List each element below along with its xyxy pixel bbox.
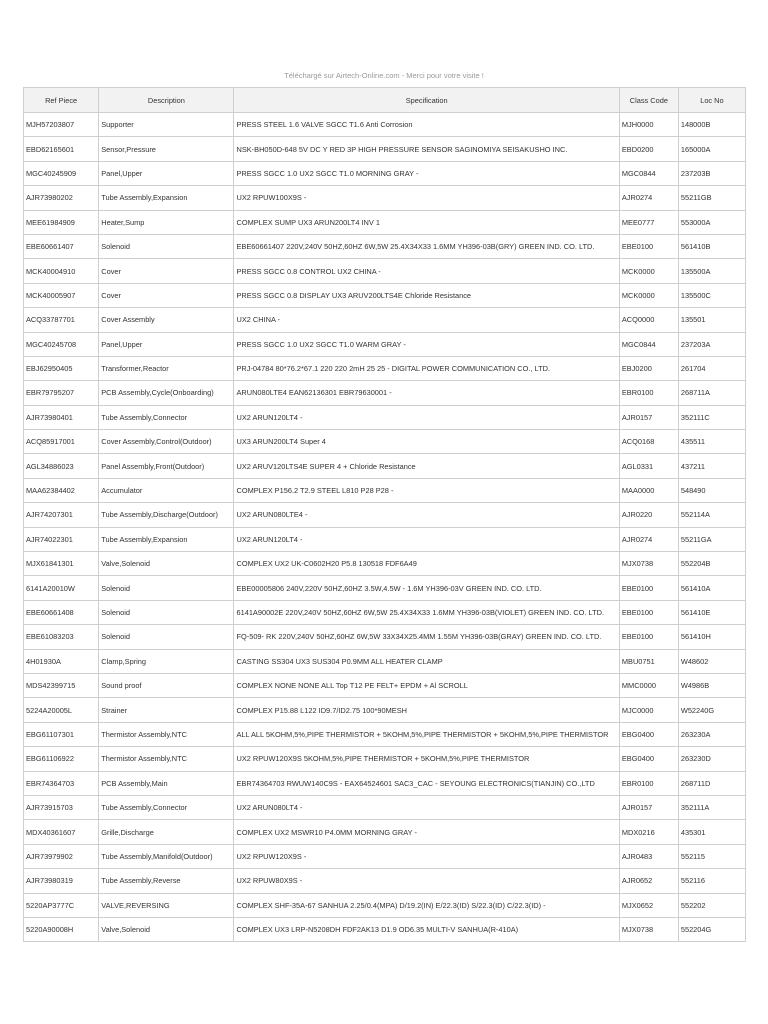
table-row — [24, 820, 746, 844]
table-row — [24, 137, 746, 161]
class-code-cell: EBE0100 — [619, 576, 678, 600]
description-cell: Grille,Discharge — [99, 820, 234, 844]
loc-no-cell: 237203B — [678, 161, 745, 185]
table-row — [24, 234, 746, 258]
loc-no-cell: 352111C — [678, 405, 745, 429]
loc-no-cell: 552116 — [678, 869, 745, 893]
table-row — [24, 454, 746, 478]
specification-cell: PRJ-04784 80*76.2*67.1 220 220 2mH 25 25 - DIGITAL POWER COMMUNICATION CO., LTD. — [234, 356, 619, 380]
description-cell: Solenoid — [99, 234, 234, 258]
description-cell: Tube Assembly,Connector — [99, 405, 234, 429]
specification-cell: FQ-509- RK 220V,240V 50HZ,60HZ 6W,5W 33X34X25.4MM 1.55M YH396-03B(GRAY) GREEN IND. CO. LTD. — [234, 625, 619, 649]
class-code-cell: MCK0000 — [619, 283, 678, 307]
description-cell: Solenoid — [99, 600, 234, 624]
table-row — [24, 259, 746, 283]
table-row — [24, 722, 746, 746]
specification-cell: UX2 ARUN120LT4 - — [234, 527, 619, 551]
class-code-cell: EBG0400 — [619, 747, 678, 771]
specification-cell: ARUN080LTE4 EAN62136301 EBR79630001 - — [234, 381, 619, 405]
ref-piece-cell: MGC40245909 — [24, 161, 99, 185]
loc-no-cell: 437211 — [678, 454, 745, 478]
specification-cell: UX2 ARUV120LTS4E SUPER 4 + Chloride Resistance — [234, 454, 619, 478]
specification-cell: UX2 RPUW100X9S - — [234, 186, 619, 210]
description-cell: Transformer,Reactor — [99, 356, 234, 380]
class-code-cell: MAA0000 — [619, 478, 678, 502]
description-cell: Clamp,Spring — [99, 649, 234, 673]
class-code-cell: MMC0000 — [619, 673, 678, 697]
description-cell: Thermistor Assembly,NTC — [99, 722, 234, 746]
specification-cell: PRESS SGCC 0.8 DISPLAY UX3 ARUV200LTS4E Chloride Resistance — [234, 283, 619, 307]
table-row — [24, 186, 746, 210]
class-code-cell: EBE0100 — [619, 625, 678, 649]
specification-cell: COMPLEX P15.88 L122 ID9.7/ID2.75 100*90MESH — [234, 698, 619, 722]
loc-no-cell: 561410E — [678, 600, 745, 624]
description-cell: Tube Assembly,Reverse — [99, 869, 234, 893]
ref-piece-cell: AJR73915703 — [24, 795, 99, 819]
description-cell: PCB Assembly,Main — [99, 771, 234, 795]
loc-no-cell: 165000A — [678, 137, 745, 161]
table-row — [24, 552, 746, 576]
specification-cell: COMPLEX UX3 LRP-N5208DH FDF2AK13 D1.9 OD6.35 MULTI-V SANHUA(R-410A) — [234, 917, 619, 941]
ref-piece-cell: EBR79795207 — [24, 381, 99, 405]
loc-no-cell: W4986B — [678, 673, 745, 697]
specification-cell: 6141A90002E 220V,240V 50HZ,60HZ 6W,5W 25.4X34X33 1.6MM YH396-03B(VIOLET) GREEN IND. CO. LTD. — [234, 600, 619, 624]
ref-piece-cell: MAA62384402 — [24, 478, 99, 502]
column-header-specification: Specification — [234, 88, 619, 113]
class-code-cell: AJR0274 — [619, 186, 678, 210]
ref-piece-cell: 5220A90008H — [24, 917, 99, 941]
loc-no-cell: 552115 — [678, 844, 745, 868]
class-code-cell: AGL0331 — [619, 454, 678, 478]
ref-piece-cell: 5224A20005L — [24, 698, 99, 722]
table-row — [24, 844, 746, 868]
ref-piece-cell: MGC40245708 — [24, 332, 99, 356]
table-row — [24, 308, 746, 332]
loc-no-cell: 263230D — [678, 747, 745, 771]
description-cell: Strainer — [99, 698, 234, 722]
description-cell: Sensor,Pressure — [99, 137, 234, 161]
description-cell: Panel,Upper — [99, 332, 234, 356]
specification-cell: COMPLEX SUMP UX3 ARUN200LT4 INV 1 — [234, 210, 619, 234]
specification-cell: UX2 RPUW120X9S - — [234, 844, 619, 868]
description-cell: Panel Assembly,Front(Outdoor) — [99, 454, 234, 478]
description-cell: Solenoid — [99, 576, 234, 600]
class-code-cell: AJR0157 — [619, 795, 678, 819]
class-code-cell: MGC0844 — [619, 332, 678, 356]
table-row — [24, 210, 746, 234]
specification-cell: CASTING SS304 UX3 SUS304 P0.9MM ALL HEATER CLAMP — [234, 649, 619, 673]
ref-piece-cell: 4H01930A — [24, 649, 99, 673]
table-header-row — [24, 88, 746, 113]
specification-cell: EBE60661407 220V,240V 50HZ,60HZ 6W,5W 25.4X34X33 1.6MM YH396-03B(GRY) GREEN IND. CO. LTD. — [234, 234, 619, 258]
loc-no-cell: 237203A — [678, 332, 745, 356]
loc-no-cell: 561410H — [678, 625, 745, 649]
ref-piece-cell: EBG61107301 — [24, 722, 99, 746]
table-row — [24, 795, 746, 819]
table-row — [24, 625, 746, 649]
class-code-cell: MEE0777 — [619, 210, 678, 234]
class-code-cell: EBR0100 — [619, 381, 678, 405]
ref-piece-cell: ACQ33787701 — [24, 308, 99, 332]
ref-piece-cell: ACQ85917001 — [24, 430, 99, 454]
table-row — [24, 478, 746, 502]
loc-no-cell: W48602 — [678, 649, 745, 673]
table-row — [24, 600, 746, 624]
specification-cell: EBE00005806 240V,220V 50HZ,60HZ 3.5W,4.5W - 1.6M YH396-03V GREEN IND. CO. LTD. — [234, 576, 619, 600]
table-row — [24, 381, 746, 405]
class-code-cell: EBG0400 — [619, 722, 678, 746]
loc-no-cell: 55211GA — [678, 527, 745, 551]
table-row — [24, 576, 746, 600]
loc-no-cell: 352111A — [678, 795, 745, 819]
loc-no-cell: 135500C — [678, 283, 745, 307]
ref-piece-cell: AJR73979902 — [24, 844, 99, 868]
ref-piece-cell: MJH57203807 — [24, 113, 99, 137]
parts-table-body — [24, 113, 746, 942]
class-code-cell: EBJ0200 — [619, 356, 678, 380]
class-code-cell: EBE0100 — [619, 600, 678, 624]
table-row — [24, 113, 746, 137]
loc-no-cell: 263230A — [678, 722, 745, 746]
table-row — [24, 771, 746, 795]
specification-cell: COMPLEX UX2 MSWR10 P4.0MM MORNING GRAY - — [234, 820, 619, 844]
description-cell: Tube Assembly,Discharge(Outdoor) — [99, 503, 234, 527]
class-code-cell: MJC0000 — [619, 698, 678, 722]
specification-cell: EBR74364703 RWUW140C9S - EAX64524601 SAC3_CAC - SEYOUNG ELECTRONICS(TIANJIN) CO.,LTD — [234, 771, 619, 795]
class-code-cell: EBE0100 — [619, 234, 678, 258]
description-cell: Heater,Sump — [99, 210, 234, 234]
ref-piece-cell: EBR74364703 — [24, 771, 99, 795]
specification-cell: PRESS SGCC 1.0 UX2 SGCC T1.0 WARM GRAY - — [234, 332, 619, 356]
description-cell: Tube Assembly,Manifold(Outdoor) — [99, 844, 234, 868]
loc-no-cell: 268711A — [678, 381, 745, 405]
table-row — [24, 527, 746, 551]
loc-no-cell: 561410A — [678, 576, 745, 600]
table-row — [24, 161, 746, 185]
specification-cell: UX2 RPUW120X9S 5KOHM,5%,PIPE THERMISTOR + 5KOHM,5%,PIPE THERMISTOR — [234, 747, 619, 771]
table-row — [24, 283, 746, 307]
parts-table — [23, 87, 746, 942]
specification-cell: UX3 ARUN200LT4 Super 4 — [234, 430, 619, 454]
class-code-cell: AJR0220 — [619, 503, 678, 527]
description-cell: Cover Assembly — [99, 308, 234, 332]
specification-cell: UX2 RPUW80X9S - — [234, 869, 619, 893]
specification-cell: UX2 ARUN080LT4 - — [234, 795, 619, 819]
class-code-cell: EBD0200 — [619, 137, 678, 161]
class-code-cell: AJR0274 — [619, 527, 678, 551]
table-row — [24, 869, 746, 893]
specification-cell: PRESS STEEL 1.6 VALVE SGCC T1.6 Anti Corrosion — [234, 113, 619, 137]
class-code-cell: MCK0000 — [619, 259, 678, 283]
class-code-cell: MDX0216 — [619, 820, 678, 844]
loc-no-cell: 135501 — [678, 308, 745, 332]
description-cell: Valve,Solenoid — [99, 917, 234, 941]
class-code-cell: AJR0157 — [619, 405, 678, 429]
loc-no-cell: 552204B — [678, 552, 745, 576]
description-cell: Supporter — [99, 113, 234, 137]
class-code-cell: MJH0000 — [619, 113, 678, 137]
ref-piece-cell: 5220AP3777C — [24, 893, 99, 917]
table-row — [24, 673, 746, 697]
table-row — [24, 747, 746, 771]
loc-no-cell: 552114A — [678, 503, 745, 527]
ref-piece-cell: AJR73980401 — [24, 405, 99, 429]
loc-no-cell: 435301 — [678, 820, 745, 844]
ref-piece-cell: MDX40361607 — [24, 820, 99, 844]
column-header-class-code: Class Code — [619, 88, 678, 113]
table-row — [24, 332, 746, 356]
loc-no-cell: 561410B — [678, 234, 745, 258]
table-row — [24, 698, 746, 722]
description-cell: Sound proof — [99, 673, 234, 697]
description-cell: Accumulator — [99, 478, 234, 502]
ref-piece-cell: MJX61841301 — [24, 552, 99, 576]
class-code-cell: ACQ0168 — [619, 430, 678, 454]
loc-no-cell: 148000B — [678, 113, 745, 137]
table-row — [24, 649, 746, 673]
specification-cell: COMPLEX P156.2 T2.9 STEEL L810 P28 P28 - — [234, 478, 619, 502]
ref-piece-cell: EBE60661408 — [24, 600, 99, 624]
specification-cell: UX2 ARUN080LTE4 - — [234, 503, 619, 527]
ref-piece-cell: MDS42399715 — [24, 673, 99, 697]
description-cell: Solenoid — [99, 625, 234, 649]
ref-piece-cell: MEE61984909 — [24, 210, 99, 234]
ref-piece-cell: EBD62165601 — [24, 137, 99, 161]
description-cell: PCB Assembly,Cycle(Onboarding) — [99, 381, 234, 405]
specification-cell: UX2 ARUN120LT4 - — [234, 405, 619, 429]
loc-no-cell: 552202 — [678, 893, 745, 917]
table-row — [24, 430, 746, 454]
specification-cell: COMPLEX SHF-35A-67 SANHUA 2.25/0.4(MPA) D/19.2(IN) E/22.3(ID) S/22.3(ID) C/22.3(ID) - — [234, 893, 619, 917]
ref-piece-cell: EBE60661407 — [24, 234, 99, 258]
specification-cell: COMPLEX NONE NONE ALL Top T12 PE FELT+ EPDM + Al SCROLL — [234, 673, 619, 697]
ref-piece-cell: MCK40004910 — [24, 259, 99, 283]
specification-cell: PRESS SGCC 0.8 CONTROL UX2 CHINA - — [234, 259, 619, 283]
description-cell: Thermistor Assembly,NTC — [99, 747, 234, 771]
description-cell: Panel,Upper — [99, 161, 234, 185]
ref-piece-cell: EBE61083203 — [24, 625, 99, 649]
specification-cell: COMPLEX UX2 UK-C0602H20 P5.8 130518 FDF6A49 — [234, 552, 619, 576]
loc-no-cell: 261704 — [678, 356, 745, 380]
loc-no-cell: 435511 — [678, 430, 745, 454]
description-cell: Tube Assembly,Expansion — [99, 186, 234, 210]
ref-piece-cell: AJR73980202 — [24, 186, 99, 210]
loc-no-cell: 268711D — [678, 771, 745, 795]
class-code-cell: ACQ0000 — [619, 308, 678, 332]
description-cell: VALVE,REVERSING — [99, 893, 234, 917]
ref-piece-cell: AJR73980319 — [24, 869, 99, 893]
ref-piece-cell: EBJ62950405 — [24, 356, 99, 380]
class-code-cell: MBU0751 — [619, 649, 678, 673]
class-code-cell: MJX0738 — [619, 552, 678, 576]
specification-cell: NSK-BH050D-648 5V DC Y RED 3P HIGH PRESSURE SENSOR SAGINOMIYA SEISAKUSHO INC. — [234, 137, 619, 161]
table-row — [24, 503, 746, 527]
table-row — [24, 356, 746, 380]
loc-no-cell: 548490 — [678, 478, 745, 502]
table-row — [24, 405, 746, 429]
loc-no-cell: 553000A — [678, 210, 745, 234]
class-code-cell: EBR0100 — [619, 771, 678, 795]
table-row — [24, 893, 746, 917]
description-cell: Cover — [99, 283, 234, 307]
description-cell: Tube Assembly,Connector — [99, 795, 234, 819]
ref-piece-cell: EBG61106922 — [24, 747, 99, 771]
specification-cell: ALL ALL 5KOHM,5%,PIPE THERMISTOR + 5KOHM,5%,PIPE THERMISTOR + 5KOHM,5%,PIPE THERMISTOR — [234, 722, 619, 746]
ref-piece-cell: AJR74022301 — [24, 527, 99, 551]
column-header-description: Description — [99, 88, 234, 113]
description-cell: Cover Assembly,Control(Outdoor) — [99, 430, 234, 454]
description-cell: Valve,Solenoid — [99, 552, 234, 576]
class-code-cell: MGC0844 — [619, 161, 678, 185]
class-code-cell: MJX0652 — [619, 893, 678, 917]
class-code-cell: AJR0483 — [619, 844, 678, 868]
loc-no-cell: 135500A — [678, 259, 745, 283]
ref-piece-cell: AJR74207301 — [24, 503, 99, 527]
ref-piece-cell: 6141A20010W — [24, 576, 99, 600]
ref-piece-cell: AGL34886023 — [24, 454, 99, 478]
description-cell: Tube Assembly,Expansion — [99, 527, 234, 551]
table-row — [24, 917, 746, 941]
column-header-loc-no: Loc No — [678, 88, 745, 113]
specification-cell: UX2 CHINA - — [234, 308, 619, 332]
ref-piece-cell: MCK40005907 — [24, 283, 99, 307]
class-code-cell: AJR0652 — [619, 869, 678, 893]
loc-no-cell: W52240G — [678, 698, 745, 722]
specification-cell: PRESS SGCC 1.0 UX2 SGCC T1.0 MORNING GRAY - — [234, 161, 619, 185]
loc-no-cell: 55211GB — [678, 186, 745, 210]
loc-no-cell: 552204G — [678, 917, 745, 941]
download-notice: Téléchargé sur Airtech-Online.com - Merci pour votre visite ! — [284, 71, 484, 80]
description-cell: Cover — [99, 259, 234, 283]
class-code-cell: MJX0738 — [619, 917, 678, 941]
column-header-ref-piece: Ref Piece — [24, 88, 99, 113]
